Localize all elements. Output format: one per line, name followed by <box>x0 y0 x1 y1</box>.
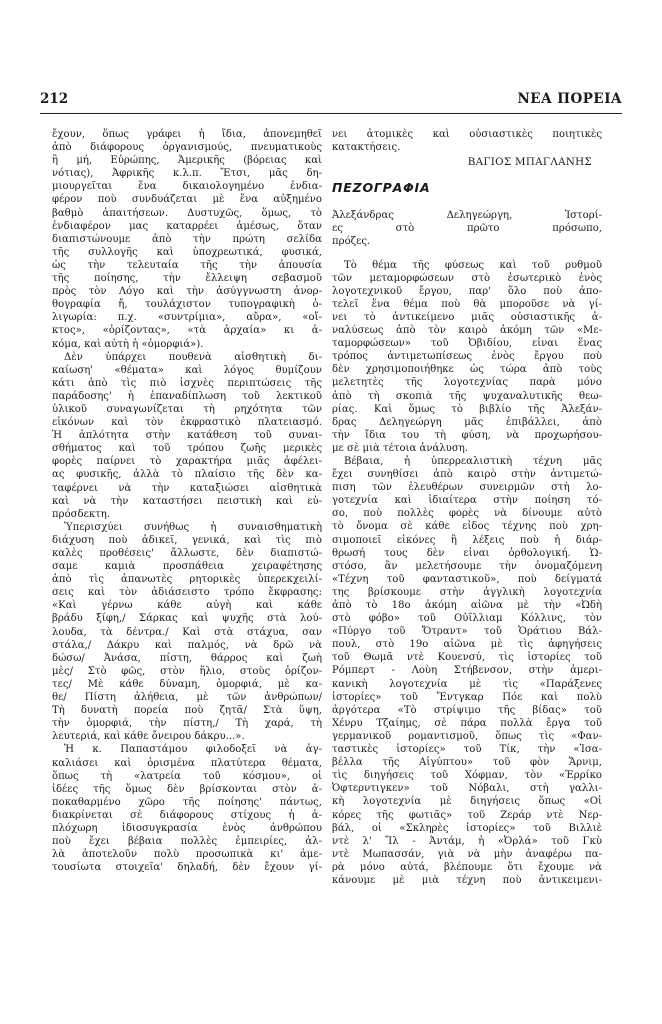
text-line: κτος», «ὀρίζοντας», «τὰ ἀρχαία» κι ἀ- <box>52 325 322 337</box>
journal-title: ΝΕΑ ΠΟΡΕΙΑ <box>517 91 622 107</box>
spacer <box>332 249 602 259</box>
text-line: ὑλικοῦ συναγωνίζεται τὴ ρηχότητα τῶν <box>52 403 322 415</box>
text-line: στάλα,/ Δάκρυ καὶ παλμός, νὰ δρῶ νὰ <box>52 639 322 651</box>
text-line: φορὲς παίρνει τὸ χαρακτήρα μιᾶς ἀφέλει- <box>52 456 322 468</box>
review-body <box>332 259 602 888</box>
text-line: γερμανικοῦ ρομαντισμοῦ, ὅπως τὶς «Φαν- <box>332 730 602 742</box>
text-line: σαμε καμιὰ προσπάθεια χειραφέτησης <box>52 561 322 573</box>
text-line: ἢ μή, Εὐρώπης, Ἀμερικῆς (βόρειας καὶ <box>52 155 322 167</box>
text-line: τοῦ Θωμᾶ ντὲ Κουενσύ, τὶς ἱστορίες τοῦ <box>332 652 602 664</box>
text-line: βέλλα τῆς Αἰγύπτου» τοῦ φὸν Ἄρνιμ, <box>332 757 602 769</box>
text-line: τῶν μεταμορφώσεων στὸ ἐσωτερικὸ ἑνὸς <box>332 272 602 284</box>
review-author: ΒΑΓΙΟΣ ΜΠΑΓΛΑΝΗΣ <box>467 156 592 169</box>
text-line: καλὲς προθέσεις' ἄλλωστε, δὲν διαπιστώ- <box>52 548 322 559</box>
text-line: κὴ λογοτεχνία μὲ διηγήσεις ὅπως «Οἱ <box>332 796 602 808</box>
text-line: ες στὸ πρῶτο πρόσωπο, <box>332 223 602 235</box>
text-line: ταφέρνει νὰ τὴν καταξιώσει αἰσθητικὰ <box>52 482 322 494</box>
text-line: τὶς διηγήσεις τοῦ Χόφμαν, τὸν «Ἐρρίκο <box>332 770 602 782</box>
text-line: γοτεχνία καὶ ἰδιαίτερα στὴν ποίηση τό- <box>332 495 602 507</box>
text-line: «Πύργο τοῦ Ὄτραντ» τοῦ Ὁράτιου Βάλ- <box>332 626 602 638</box>
text-line: τὴν ἴδια του τὴ φύση, νὰ προχωρήσου- <box>332 429 602 441</box>
text-line: Βέβαια, ἡ ὑπερρεαλιστικὴ τέχνη μᾶς <box>344 455 602 467</box>
text-line: πουλ, στὸ 19ο αἰῶνα μὲ τὶς ἀφηγήσεις <box>332 639 602 651</box>
text-line: κόρες τῆς φωτιᾶς» τοῦ Ζεράρ ντὲ Νερ- <box>332 809 602 821</box>
text-line: ρίας. Καὶ ὅμως τὸ βιβλίο τῆς Ἀλεξάν- <box>332 403 602 415</box>
text-line: μιουργεῖται ἕνα δικαιολογημένο ἐνδια- <box>52 181 322 193</box>
text-line: σεις καὶ τὸν ἀδιάσειστο τρόπο ἔκφρασης: <box>52 587 322 599</box>
text-line: καὶ νὰ τὴν καταστήσει πειστικὴ καὶ εὐ- <box>52 495 322 507</box>
page-number: 212 <box>40 91 69 107</box>
text-line: τῆς συλλογῆς καὶ ὑποχρεωτικά, φυσικά, <box>52 246 322 258</box>
text-line: ποὺ ἔχει βέβαια πολλὲς ἐμπειρίες, ἀλ- <box>52 836 322 848</box>
text-line: κάνουμε μὲ μιὰ τέχνη ποὺ ἀντικειμενι- <box>332 874 602 886</box>
text-line: τες/ Μὲ κάθε δύναμη, ὁμορφιά, μὲ κα- <box>52 678 322 690</box>
text-line: καλιάσει καὶ ὁρισμένα πλατύτερα θέματα, <box>52 757 322 769</box>
text-line: λογοτεχνικοῦ ἔργου, παρ' ὅλο ποὺ ἀπο- <box>332 285 602 297</box>
text-line: λιγωρία: π.χ. «συντρίμια», αὔρα», «οἴ- <box>52 312 322 324</box>
text-line: ὡς τὴν τελευταία τῆς τὴν ἀπουσία <box>52 259 322 271</box>
text-line: δώσω/ Ἀνάσα, πίστη, θάρρος καὶ ζωὴ <box>52 652 322 664</box>
text-line: ἀπὸ τὶς ἀπανωτὲς ρητορικὲς ὑπερεκχειλί- <box>52 574 322 586</box>
book-entry <box>332 209 602 248</box>
left-column <box>52 128 322 874</box>
review-conclusion <box>332 128 602 154</box>
text-line: νει τὸ ἀντικείμενο μιᾶς οὐσιαστικῆς ἀ- <box>332 311 602 323</box>
text-line: καίωση' «θέματα» καὶ λόγος θυμίζουν <box>52 364 322 376</box>
text-line: ποκαθαρμένο χῶρο τῆς ποίησης' πάντως, <box>52 796 322 808</box>
text-line: πρόσδεκτη. <box>52 508 110 520</box>
text-line: ταμορφώσεων» τοῦ Ὀβιδίου, εἶναι ἕνας <box>332 338 602 350</box>
text-line: ἀπὸ τὴ σκοπιὰ τῆς ψυχαναλυτικῆς θεω- <box>332 390 602 402</box>
text-line: ἐνδιαφέρον μας καταρρέει ἀμέσως, ὅταν <box>52 220 322 232</box>
text-line: ὅπως τὴ «λατρεία τοῦ κόσμου», οἱ <box>52 770 322 782</box>
text-line: φέρον ποὺ συνδυάζεται μὲ ἕνα αὐξημένο <box>52 194 322 206</box>
text-line: ἱστορίες» τοῦ Ἔντγκαρ Πόε καὶ πολὺ <box>332 691 602 703</box>
text-line: ντὲ Μωπασσάν, γιὰ νὰ μὴν ἀναφέρω πα- <box>332 848 602 860</box>
text-line: πρὸς τὸν Λόγο καὶ τὴν ἀσύγγνωστη ἀνορ- <box>52 286 322 298</box>
text-line: λὰ ἀποτελοῦν πολὺ προσωπικὰ κι' ἀμε- <box>52 849 322 861</box>
text-line: λουδα, τὰ δέντρα./ Καὶ στὰ στάχυα, σαν <box>52 626 322 638</box>
text-line: στόσο, ἂν μελετήσουμε τὴν ὀνομαζόμενη <box>332 560 602 572</box>
text-line: Τὸ θέμα τῆς φύσεως καὶ τοῦ ρυθμοῦ <box>344 259 602 271</box>
text-line: τῆς ποίησης, τὴν ἔλλειψη σεβασμοῦ <box>52 273 322 285</box>
text-line: «Τέχνη τοῦ φανταστικοῦ», ποὺ δείγματά <box>332 573 602 585</box>
text-line: ντὲ λ' Ἴλ - Ἀντάμ, ἡ «Ὀρλά» τοῦ Γκὺ <box>332 835 602 847</box>
text-line: μελετητὲς τῆς λογοτεχνίας παρὰ μόνο <box>332 377 602 389</box>
text-line: τὸ ὄνομα σὲ κάθε εἶδος τέχνης ποὺ χρη- <box>332 521 602 533</box>
right-column <box>332 128 602 887</box>
text-line: ας φυσικῆς, ἀλλὰ τὸ πλαίσιο τῆς δὲν κα- <box>52 469 322 481</box>
text-line: ταστικὲς ἱστορίες» τοῦ Τίκ, τὴν «Ἰσα- <box>332 744 602 756</box>
text-line: ἀπὸ διάφορους ὀργανισμούς, πνευματικοὺς <box>52 142 322 154</box>
text-line: Δὲν ὑπάρχει πουθενὰ αἰσθητικὴ δι- <box>64 351 322 363</box>
text-line: ἰδέες τῆς ὅμως δὲν βρίσκονται στὸν ἀ- <box>52 783 322 795</box>
text-line: κατακτήσεις. <box>332 142 401 154</box>
text-line: τελεῖ ἕνα θέμα ποὺ θὰ μποροῦσε νὰ γί- <box>332 298 602 310</box>
text-line: στὸ φόβο» τοῦ Οὐῒλλιαμ Κόλλινς, τὸν <box>332 613 602 625</box>
text-line: νότιας), Ἀφρικῆς κ.λ.π. Ἔτσι, μᾶς δη- <box>52 168 322 180</box>
text-line: θογραφία ἤ, τουλάχιστον τυπογραφικὴ ὀ- <box>52 299 322 311</box>
text-line: Χένρυ Τζαίημς, σὲ πάρα πολλὰ ἔργα τοῦ <box>332 717 602 729</box>
text-line: δρας Δεληγεώργη μᾶς ἐπιβάλλει, ἀπὸ <box>332 416 602 428</box>
text-line: τουσίωτα στοιχεῖα' δηλαδή, δὲν ἔχουν γί- <box>52 862 322 874</box>
text-line: εἰκόνων καὶ τὸν ἐκφραστικὸ πλατειασμό. <box>52 417 322 429</box>
text-line: πλόχωρη ἰδιοσυγκρασία ἑνὸς ἀνθρώπου <box>52 822 322 834</box>
text-line: βράδυ ξίφη,/ Σάρκας καὶ ψυχῆς στὰ λού- <box>52 613 322 625</box>
text-line: Ἡ ἁπλότητα στὴν κατάθεση τοῦ συναι- <box>52 430 322 442</box>
text-line: πιση τῶν ἐλευθέρων συνειρμῶν στὴ λο- <box>332 482 602 494</box>
text-line: θε/ Πίστη ἀλήθεια, μὲ τῶν ἀνθρώπων/ <box>52 692 322 704</box>
text-line: πρόζες. <box>332 236 371 248</box>
text-line: δὲν χρησιμοποιήθηκε ὡς τώρα ἀπὸ τοὺς <box>332 364 602 376</box>
text-line: κάτι ἀπὸ τὶς πιὸ ἰσχνὲς περιπτώσεις τῆς <box>52 377 322 389</box>
text-line: Ἀλεξάνδρας Δεληγεώργη, Ἱστορί- <box>332 210 602 222</box>
text-line: κόμα, καὶ αὐτὴ ἡ «ὁμορφιά»). <box>52 338 204 350</box>
text-line: σο, ποὺ πολλὲς φορὲς νὰ δίνουμε αὐτὸ <box>332 508 602 520</box>
text-line: τρόπος ἀντιμετωπίσεως ἑνὸς ἔργου ποὺ <box>332 351 602 363</box>
text-line: ρὰ μόνο αὐτά, βλέπουμε ὅτι ἔχουμε νὰ <box>332 861 602 873</box>
text-line: διακρίνεται σὲ διάφορους στίχους ἡ ἀ- <box>52 809 322 821</box>
text-line: Ὑπερισχύει συνήθως ἡ συναισθηματικὴ <box>64 521 322 533</box>
text-line: ἔχουν, ὅπως γράφει ἡ ἴδια, ἀπονεμηθεῖ <box>52 129 322 140</box>
text-line: της βρίσκουμε στὴν ἀγγλικὴ λογοτεχνία <box>332 586 602 598</box>
text-line: βάλ, οἱ «Σκληρὲς ἱστορίες» τοῦ Βιλλιὲ <box>332 822 602 834</box>
text-line: ἔχει συνηθίσει ἀπὸ καιρὸ στὴν ἀντιμετώ- <box>332 469 602 481</box>
text-line: θρωσή τους δὲν εἶναι ὀρθολογική. Ὡ- <box>332 547 602 559</box>
section-heading: ΠΕΖΟΓΡΑΦΙΑ <box>332 180 431 196</box>
header-rule <box>40 113 622 114</box>
text-line: Ρόμπερτ - Λοὺη Στήβενσον, στὴν ἀμερι- <box>332 665 602 677</box>
text-line: λευτεριά, καὶ κάθε ὄνειρου δάκρυ...». <box>52 731 245 743</box>
text-line: ἀργότερα «Τὸ στρίψιμο τῆς βίδας» τοῦ <box>332 704 602 716</box>
text-line: σιμοποιεῖ εἰκόνες ἢ λέξεις ποὺ ἡ διάρ- <box>332 534 602 546</box>
text-line: Τὴ δυνατὴ πορεία ποὺ ζητᾶ/ Στὰ ὕψη, <box>52 705 322 717</box>
text-line: σθήματος καὶ τοῦ τρόπου ζωῆς μερικὲς <box>52 443 322 455</box>
text-line: βαθμὸ ἀπαιτήσεων. Δυστυχῶς, ὅμως, τὸ <box>52 207 322 219</box>
text-line: μὲς/ Στὸ φῶς, στὸν ἥλιο, στοὺς ὁρίζον- <box>52 665 322 677</box>
text-line: παράδοσης' ἡ ἐπαναδίπλωση τοῦ λεκτικοῦ <box>52 390 322 402</box>
text-line: Ὀφτερντιγκεν» τοῦ Νόβαλι, στὴ γαλλι- <box>332 783 602 795</box>
text-line: Ἡ κ. Παπαστάμου φιλοδοξεῖ νὰ ἀγ- <box>64 744 322 756</box>
text-line: κανικὴ λογοτεχνία μὲ τὶς «Παράξενες <box>332 678 602 690</box>
text-line: ἀπὸ τὸ 18ο ἀκόμη αἰῶνα μὲ τὴν «Ὠδὴ <box>332 600 602 611</box>
text-line: «Καὶ γέρνω κάθε αὐγὴ καὶ κάθε <box>52 600 322 612</box>
text-line: διάχυση ποὺ ἀδικεῖ, γενικά, καὶ τὶς πιὸ <box>52 534 322 546</box>
text-line: νει ἀτομικὲς καὶ οὐσιαστικὲς ποιητικὲς <box>332 129 602 140</box>
text-line: με σὲ μιὰ τέτοια ἀνάλυση. <box>332 442 468 454</box>
text-line: ναλύσεως ἀπὸ τὸν καιρὸ ἀκόμη τῶν «Με- <box>332 325 602 337</box>
running-header <box>40 91 622 111</box>
text-line: διαπιστώνουμε ἀπὸ τὴν πρώτη σελίδα <box>52 233 322 245</box>
text-line: τὴν ὁμορφιά, τὴν πίστη,/ Τὴ χαρά, τὴ <box>52 718 322 730</box>
